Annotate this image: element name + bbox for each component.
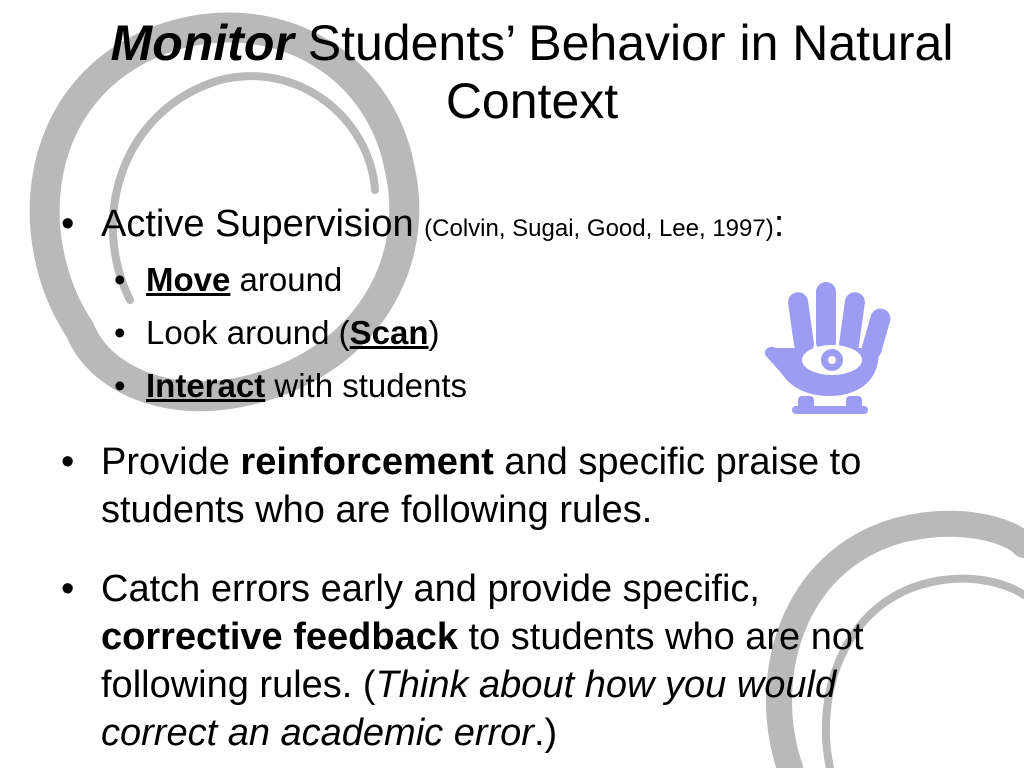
title-line-2: Context — [445, 73, 619, 129]
reinforcement-keyword: reinforcement — [240, 441, 494, 483]
bullet-dot: • — [114, 314, 126, 351]
italic-note-end: correct an academic error — [101, 712, 534, 754]
bullet-text-rest: to students who are not — [457, 616, 864, 658]
sub-bullet-move — [114, 260, 746, 300]
bullet-active-supervision — [61, 200, 1001, 253]
title-rest: Students’ Behavior in Natural — [293, 15, 954, 71]
interact-keyword: Interact — [146, 367, 266, 404]
sub-bullet-text: with students — [265, 367, 467, 404]
bullet-text: following rules. ( — [101, 664, 376, 706]
title-line-1 — [40, 14, 1024, 72]
bullet-dot: • — [114, 367, 126, 404]
bullet-dot: • — [61, 203, 75, 245]
bullet-colon: : — [773, 203, 785, 245]
title-emphasis: Monitor — [110, 15, 294, 71]
bullet-line-3 — [101, 661, 1021, 709]
scan-keyword: Scan — [349, 314, 429, 351]
sub-bullet-interact — [114, 366, 746, 406]
sub-bullet-scan — [114, 313, 746, 353]
move-keyword: Move — [146, 261, 231, 298]
bullet-text: Active Supervision — [101, 203, 425, 245]
bullet-line-2 — [101, 613, 1021, 661]
bullet-text-rest: and specific praise to — [493, 441, 862, 483]
sub-bullet-text: around — [230, 261, 343, 298]
bullet-corrective-feedback — [61, 565, 1021, 757]
corrective-feedback-keyword: corrective feedback — [101, 616, 458, 658]
bullet-reinforcement — [61, 438, 1021, 534]
hand-eye-icon — [760, 278, 900, 418]
sub-bullet-text: Look around ( — [146, 314, 350, 351]
citation: (Colvin, Sugai, Good, Lee, 1997) — [424, 215, 774, 242]
italic-note: Think about how you would — [375, 664, 837, 706]
bullet-line-2: students who are following rules. — [101, 489, 653, 531]
sub-bullet-text-end: ) — [428, 314, 440, 351]
slide-title — [40, 14, 1024, 130]
bullet-line-1: Catch errors early and provide specific, — [101, 568, 760, 610]
bullet-dot: • — [114, 261, 126, 298]
bullet-text: Provide — [101, 441, 241, 483]
bullet-line-4 — [101, 709, 1021, 757]
bullet-line-1 — [101, 438, 1021, 486]
bullet-dot: • — [61, 568, 75, 610]
bullet-dot: • — [61, 441, 75, 483]
bullet-text-end: .) — [533, 712, 558, 754]
